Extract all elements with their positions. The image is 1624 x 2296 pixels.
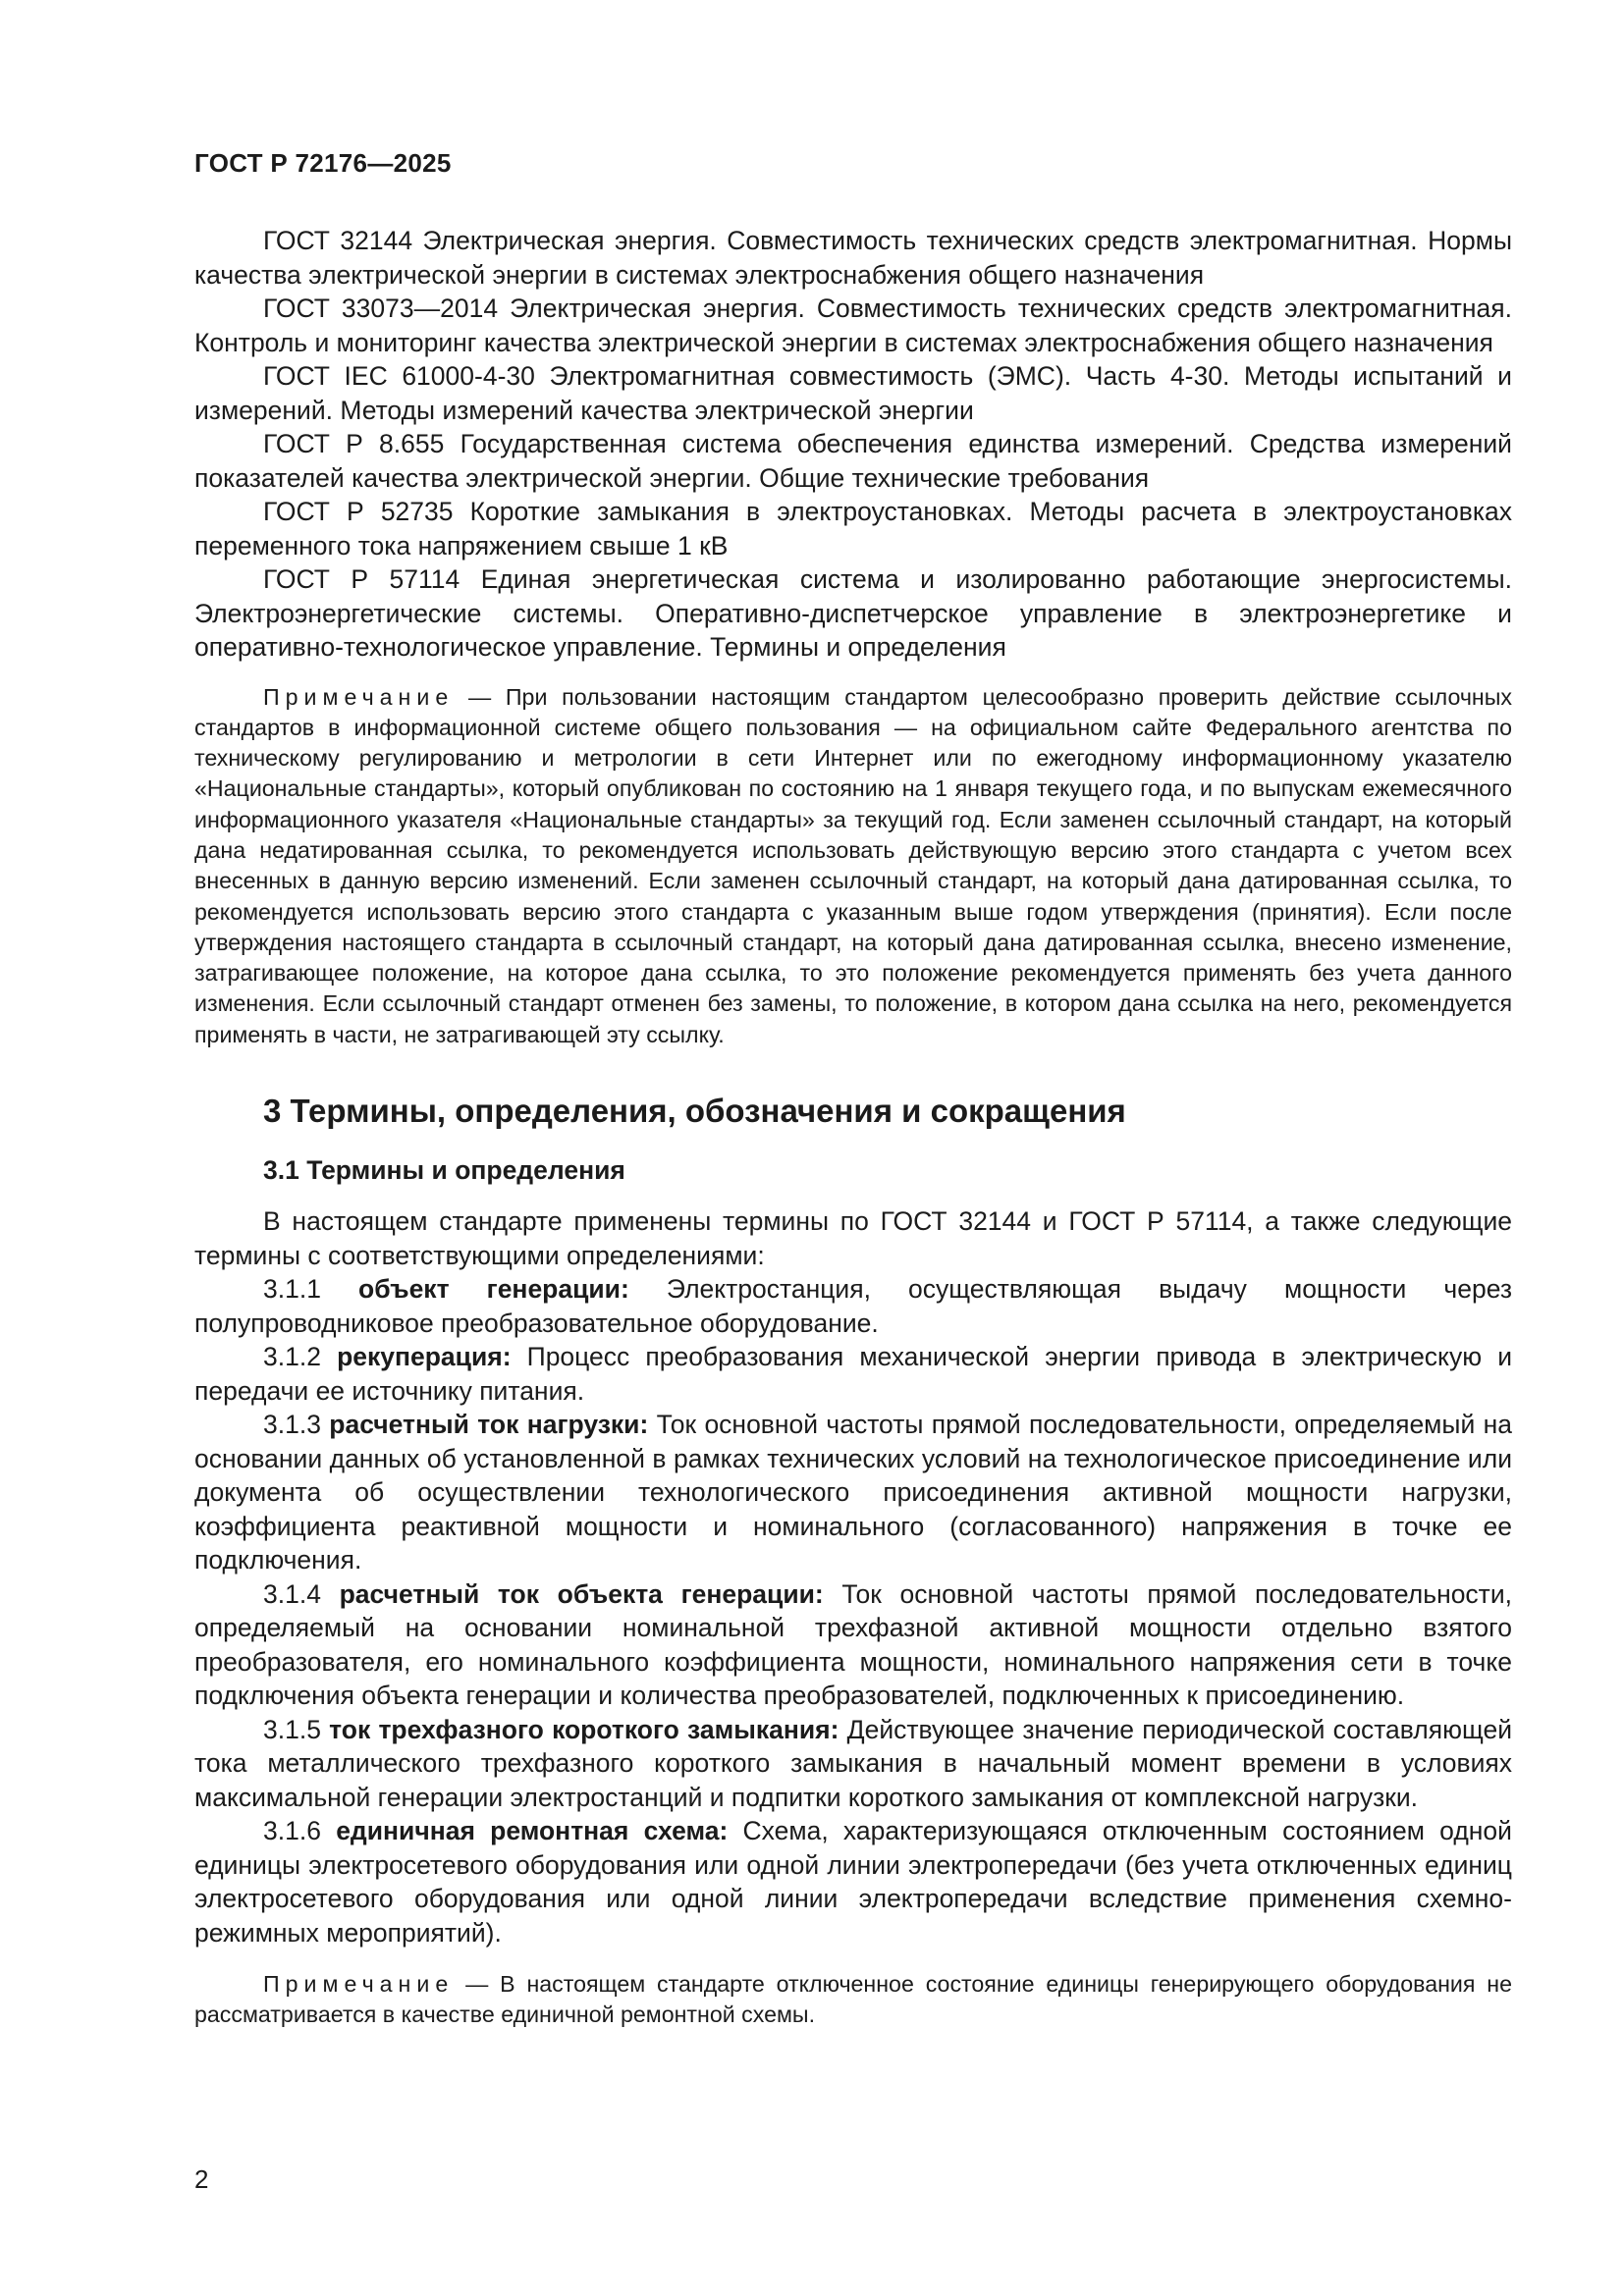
- term-name: расчетный ток объекта генерации:: [339, 1578, 824, 1609]
- page-number: 2: [194, 2164, 209, 2194]
- term-definition: [194, 1577, 1512, 1713]
- note-label: Примечание: [263, 1971, 455, 1998]
- term-name: объект генерации:: [358, 1274, 629, 1305]
- term-number: 3.1.3: [263, 1410, 330, 1440]
- term-text: Электростанция, осуществляющая выдачу мощности через полупроводниковое преобразовательное оборудование.: [194, 1274, 1512, 1338]
- term-definition: [194, 1814, 1512, 1949]
- term-definition: [194, 1340, 1512, 1408]
- term-number: 3.1.4: [263, 1578, 340, 1609]
- term-number: 3.1.6: [263, 1816, 337, 1846]
- section-title: 3 Термины, определения, обозначения и сокращения: [263, 1093, 1126, 1130]
- term-definition: [194, 1713, 1512, 1815]
- terms-note: [194, 1969, 1512, 2031]
- reference-item: ГОСТ Р 8.655 Государственная система обеспечения единства измерений. Средства измерений показателей качества электрической энергии. Общие технические требования: [194, 429, 1512, 493]
- term-number: 3.1.2: [263, 1342, 338, 1372]
- reference-item: ГОСТ IEC 61000-4-30 Электромагнитная совместимость (ЭМС). Часть 4-30. Методы испытаний и измерений. Методы измерений качества электрической энергии: [194, 361, 1512, 425]
- document-header: ГОСТ Р 72176—2025: [194, 148, 452, 178]
- reference-item: ГОСТ Р 52735 Короткие замыкания в электроустановках. Методы расчета в электроустановках переменного тока напряжением свыше 1 кВ: [194, 497, 1512, 561]
- term-text: Действующее значение периодической составляющей тока металлического трехфазного короткого замыкания в начальный момент времени в условиях максимальной генерации электростанций и подпитки короткого замыкания от комплексной нагрузки.: [194, 1714, 1512, 1812]
- reference-item: ГОСТ 32144 Электрическая энергия. Совместимость технических средств электромагнитная. Нормы качества электрической энергии в системах электроснабжения общего назначения: [194, 226, 1512, 290]
- term-name: расчетный ток нагрузки:: [329, 1410, 649, 1440]
- term-name: ток трехфазного короткого замыкания:: [329, 1714, 839, 1744]
- term-number: 3.1.5: [263, 1714, 330, 1744]
- subsection-title: 3.1 Термины и определения: [263, 1155, 625, 1186]
- term-text: Процесс преобразования механической энергии привода в электрическую и передачи ее источнику питания.: [194, 1342, 1512, 1406]
- term-definition: [194, 1272, 1512, 1340]
- note-label: Примечание: [263, 683, 455, 710]
- note-text: — В настоящем стандарте отключенное состояние единицы генерирующего оборудования не рассматривается в качестве единичной ремонтной схемы.: [194, 1971, 1512, 2028]
- terms-intro: В настоящем стандарте применены термины по ГОСТ 32144 и ГОСТ Р 57114, а также следующие термины с соответствующими определениями:: [194, 1206, 1512, 1270]
- term-name: единичная ремонтная схема:: [336, 1816, 729, 1846]
- term-text: Ток основной частоты прямой последовательности, определяемый на основании данных об установленной в рамках технических условий на технологическое присоединение или документа об осуществлении технологического присоединения активной мощности нагрузки, коэффициента реактивной мощности и номинального (согласованного) напряжения в точке ее подключения.: [194, 1410, 1512, 1575]
- term-number: 3.1.1: [263, 1274, 359, 1305]
- document-body: [194, 224, 1512, 2031]
- term-name: рекуперация:: [337, 1342, 512, 1372]
- term-text: Схема, характеризующаяся отключенным состоянием одной единицы электросетевого оборудования или одной линии электропередачи (без учета отключенных единиц электросетевого оборудования или одной линии электропередачи вследствие применения схемно-режимных мероприятий).: [194, 1816, 1512, 1948]
- term-definition: [194, 1408, 1512, 1577]
- note-text: — При пользовании настоящим стандартом целесообразно проверить действие ссылочных стандартов в информационной системе общего пользования — на официальном сайте Федерального агентства по техническому регулированию и метрологии в сети Интернет или по ежегодному информационному указателю «Национальные стандарты», который опубликован по состоянию на 1 января текущего года, и по выпускам ежемесячного информационного указателя «Национальные стандарты» за текущий год. Если заменен ссылочный стандарт, на который дана недатированная ссылка, то рекомендуется использовать действующую версию этого стандарта с учетом всех внесенных в данную версию изменений. Если заменен ссылочный стандарт, на который дана датированная ссылка, то рекомендуется использовать версию этого стандарта с указанным выше годом утверждения (принятия). Если после утверждения настоящего стандарта в ссылочный стандарт, на который дана датированная ссылка, внесено изменение, затрагивающее положение, на которое дана ссылка, то это положение рекомендуется применять без учета данного изменения. Если ссылочный стандарт отменен без замены, то положение, в котором дана ссылка на него, рекомендуется применять в части, не затрагивающей эту ссылку.: [194, 683, 1512, 1047]
- reference-item: ГОСТ Р 57114 Единая энергетическая система и изолированно работающие энергосистемы. Электроэнергетические системы. Оперативно-диспетчерское управление в электроэнергетике и оперативно-технологическое управление. Термины и определения: [194, 564, 1512, 662]
- references-note: [194, 682, 1512, 1051]
- reference-item: ГОСТ 33073—2014 Электрическая энергия. Совместимость технических средств электромагнитная. Контроль и мониторинг качества электрической энергии в системах электроснабжения общего назначения: [194, 294, 1512, 357]
- term-text: Ток основной частоты прямой последовательности, определяемый на основании номинальной трехфазной активной мощности отдельно взятого преобразователя, его номинального коэффициента мощности, номинального напряжения сети в точке подключения объекта генерации и количества преобразователей, подключенных к присоединению.: [194, 1578, 1512, 1711]
